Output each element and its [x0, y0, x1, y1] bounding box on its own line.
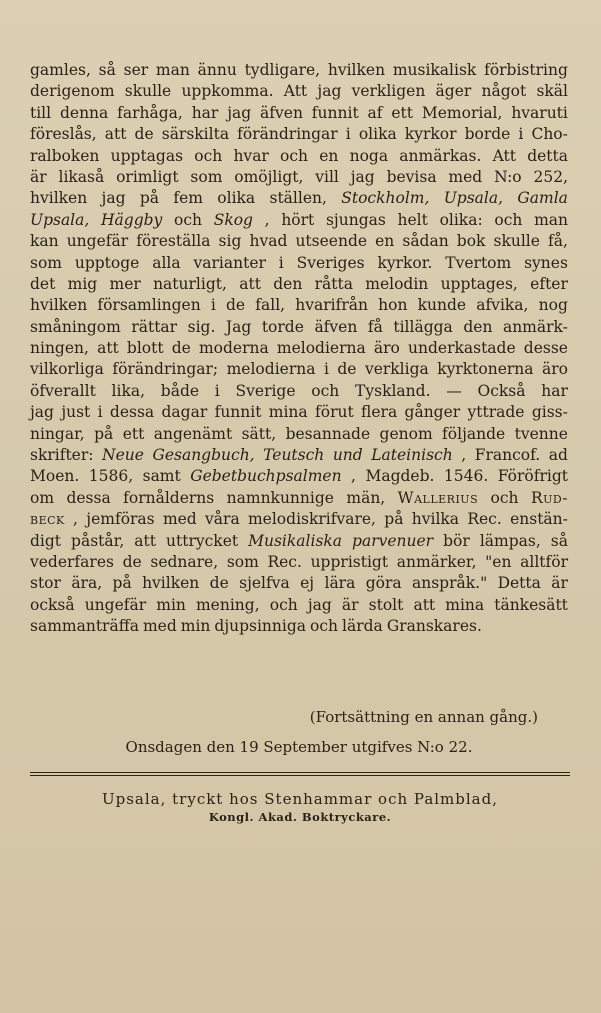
word: sig.: [187, 317, 216, 336]
word: förbistring: [484, 61, 568, 79]
word: småningom: [30, 317, 121, 336]
word: mina: [445, 595, 485, 614]
word: så: [550, 531, 568, 550]
word: på: [112, 574, 132, 593]
word: förändringar: [237, 125, 338, 144]
word: min: [180, 617, 211, 636]
word: föreslås,: [30, 125, 97, 144]
word: mina: [268, 403, 308, 422]
word: uppristigt: [310, 552, 389, 571]
word: med: [142, 617, 177, 636]
word: gånger: [404, 403, 461, 422]
word: detta: [527, 146, 568, 165]
text-line: [30, 231, 568, 252]
word: en: [319, 146, 339, 165]
word: som: [226, 552, 259, 571]
word: naturligt,: [153, 274, 227, 293]
text-line: [30, 445, 568, 466]
word: funnit: [311, 103, 359, 122]
text-line: [30, 424, 568, 445]
text-line: [30, 274, 568, 295]
word: ,: [461, 446, 467, 465]
word: noga: [349, 146, 389, 165]
word: 1546.: [443, 467, 489, 486]
word: giss-: [531, 403, 568, 422]
word: Detta: [497, 574, 541, 593]
word: ett: [122, 424, 145, 443]
word: påstår,: [71, 531, 125, 550]
word: samt: [142, 467, 181, 486]
word: Musikaliska: [248, 531, 343, 550]
word: bevisa: [386, 167, 437, 186]
word: Gesangbuch,: [152, 446, 255, 465]
word: det: [30, 274, 56, 293]
word: orimligt: [116, 167, 179, 186]
text-line: [30, 167, 568, 188]
word: Sveriges: [296, 253, 365, 272]
word: sätt,: [241, 424, 277, 443]
next-issue-notice: Onsdagen den 19 September utgifves N:o 22.: [125, 738, 473, 756]
word: utseende: [295, 232, 368, 251]
word: i: [518, 125, 524, 144]
word: särskilta: [161, 125, 230, 144]
word: med: [162, 510, 197, 529]
word: har: [191, 103, 219, 122]
word: Francof.: [474, 446, 541, 465]
word: så: [98, 61, 116, 79]
word: att: [104, 125, 127, 144]
word: uppkomma.: [181, 82, 274, 101]
word: mening,: [195, 595, 260, 614]
word: olika:: [439, 210, 483, 229]
word: Gamla: [517, 189, 568, 208]
word: Att: [492, 146, 516, 165]
text-line: [30, 253, 568, 274]
word: något: [481, 82, 527, 101]
word: nog: [538, 296, 568, 315]
text-line: [30, 210, 568, 231]
word: jag: [307, 595, 332, 614]
word: följande: [442, 424, 506, 443]
word: Lateinisch: [371, 446, 453, 465]
word: moderna: [198, 339, 269, 358]
word: äro: [373, 339, 400, 358]
word: tvenne: [514, 424, 568, 443]
word: Rud-: [530, 488, 568, 507]
word: upptages,: [440, 274, 518, 293]
word: sjelfva: [239, 574, 290, 593]
word: Cho-: [531, 125, 568, 144]
word: af: [367, 103, 383, 122]
word: Sverige: [235, 381, 296, 400]
word: stolt: [368, 595, 404, 614]
word: vill: [315, 167, 339, 186]
word: tänkesätt: [494, 595, 568, 614]
word: hvilken: [30, 189, 88, 208]
word: just: [61, 403, 91, 422]
word: hvar: [233, 146, 269, 165]
word: beck: [30, 510, 65, 529]
word: Rec.: [267, 552, 302, 571]
text-line: [30, 616, 568, 637]
word: derigenom: [30, 82, 115, 101]
word: och: [311, 381, 340, 400]
word: uttrycket: [166, 531, 239, 550]
word: kan: [30, 232, 59, 251]
word: de: [226, 296, 246, 315]
word: hvilken: [327, 61, 386, 79]
word: Upsala,: [30, 210, 90, 229]
word: göra: [365, 574, 402, 593]
word: en: [375, 232, 395, 251]
word: tydligare,: [244, 61, 321, 79]
word: om: [30, 488, 55, 507]
word: de: [122, 552, 142, 571]
word: mer: [109, 274, 141, 293]
word: hört: [281, 210, 315, 229]
word: få: [367, 317, 383, 336]
word: i: [278, 253, 284, 272]
text-line: [30, 338, 568, 359]
word: sig: [218, 232, 242, 251]
word: och: [494, 210, 523, 229]
word: de: [337, 360, 357, 379]
word: ,: [351, 467, 356, 486]
word: vederfares: [30, 552, 114, 571]
word: melodin: [365, 274, 429, 293]
word: varianter: [193, 253, 266, 272]
text-line: [30, 188, 568, 209]
text-line: [30, 381, 568, 402]
word: förut: [315, 403, 354, 422]
word: genom: [379, 424, 433, 443]
word: anspråk.": [412, 574, 488, 593]
word: i: [214, 381, 220, 400]
word: anmärker,: [396, 552, 477, 571]
word: fornålderns: [123, 488, 215, 507]
word: omöjligt,: [234, 167, 304, 186]
word: Gebetbuchpsalmen: [190, 467, 342, 486]
word: Tvertom: [445, 253, 512, 272]
word: skulle: [124, 82, 172, 101]
word: synes: [524, 253, 568, 272]
continuation-note: (Fortsättning en annan gång.): [309, 708, 538, 726]
word: skrifter:: [30, 446, 94, 465]
word: musikalisk: [392, 61, 477, 79]
word: dagar: [161, 403, 208, 422]
word: efter: [530, 274, 568, 293]
text-line: [30, 402, 568, 423]
word: den: [273, 274, 303, 293]
word: namnkunnige: [226, 488, 334, 507]
word: ningar,: [30, 424, 85, 443]
word: Tyskland.: [355, 381, 431, 400]
word: att: [239, 274, 261, 293]
word: alltför: [520, 552, 568, 571]
word: 252,: [533, 167, 568, 186]
word: också: [30, 595, 75, 614]
word: min: [156, 595, 186, 614]
word: jag: [30, 403, 54, 422]
word: äro: [542, 360, 568, 379]
word: kyrkor: [404, 125, 457, 144]
word: få,: [548, 232, 568, 251]
word: borde: [464, 125, 511, 144]
word: farhåga,: [117, 103, 183, 122]
word: har: [541, 381, 568, 400]
word: ungefär: [84, 595, 147, 614]
word: helt: [397, 210, 428, 229]
word: dessa: [66, 488, 111, 507]
word: flera: [361, 403, 398, 422]
word: skulle: [493, 232, 540, 251]
word: sammanträffa: [30, 617, 139, 636]
word: blott: [126, 339, 164, 358]
word: och: [174, 210, 202, 229]
word: som: [190, 167, 223, 186]
word: är: [341, 595, 359, 614]
word: Upsala,: [443, 189, 504, 208]
word: ningen,: [30, 339, 89, 358]
word: digt: [30, 531, 62, 550]
word: på: [384, 510, 404, 529]
word: olika: [358, 125, 397, 144]
word: ad: [548, 446, 568, 465]
text-line: [30, 595, 568, 616]
word: jag: [101, 189, 126, 208]
word: Skog: [213, 210, 253, 229]
word: och: [269, 595, 298, 614]
word: —: [446, 381, 462, 400]
word: "en: [485, 552, 512, 571]
word: i: [97, 403, 103, 422]
word: lärda: [342, 617, 383, 636]
word: ,: [73, 510, 78, 529]
word: kunde: [417, 296, 467, 315]
word: förändringar;: [112, 360, 219, 379]
text-line: [30, 60, 568, 81]
word: funnit: [214, 403, 262, 422]
word: äfven: [314, 317, 358, 336]
word: upptoge: [74, 253, 140, 272]
body-text: [30, 60, 568, 638]
word: de: [134, 125, 154, 144]
word: likaså: [58, 167, 105, 186]
word: och: [490, 488, 519, 507]
text-line: [30, 295, 568, 316]
word: den: [463, 317, 493, 336]
word: att: [134, 531, 156, 550]
word: djupsinniga: [214, 617, 307, 636]
word: angenämt: [153, 424, 233, 443]
text-line: [30, 81, 568, 102]
text-line: [30, 488, 568, 509]
word: anmärkas.: [399, 146, 482, 165]
word: hvaruti: [511, 103, 568, 122]
word: hvarifrån: [295, 296, 368, 315]
word: afvika,: [476, 296, 529, 315]
word: Wallerius: [397, 488, 479, 507]
word: besannade: [285, 424, 371, 443]
word: man: [155, 61, 190, 79]
word: lämpas,: [479, 531, 541, 550]
word: på: [139, 189, 160, 208]
imprint-line: Upsala, tryckt hos Stenhammar och Palmblad,: [101, 790, 498, 808]
word: jemföras: [86, 510, 155, 529]
word: ställen,: [269, 189, 327, 208]
word: Neue: [102, 446, 144, 465]
word: att: [97, 339, 119, 358]
word: till: [30, 103, 52, 122]
word: skäl: [536, 82, 568, 101]
word: underkastade: [408, 339, 516, 358]
word: sjungas: [325, 210, 386, 229]
text-line: [30, 124, 568, 145]
text-line: [30, 146, 568, 167]
word: som: [30, 253, 62, 272]
word: är: [551, 574, 568, 593]
word: hvad: [249, 232, 288, 251]
word: att: [413, 595, 436, 614]
word: dessa: [109, 403, 155, 422]
word: parvenuer: [352, 531, 434, 550]
word: ungefär: [66, 232, 129, 251]
text-line: [30, 103, 568, 124]
word: bok: [456, 232, 486, 251]
word: föreställa: [136, 232, 211, 251]
word: anmärk-: [502, 317, 568, 336]
word: melodiskrifvare,: [247, 510, 376, 529]
word: kyrktonerna: [437, 360, 534, 379]
word: jag: [350, 167, 375, 186]
imprint-subline: Kongl. Akad. Boktryckare.: [208, 810, 392, 824]
word: Stockholm,: [341, 189, 430, 208]
word: jag: [227, 103, 252, 122]
word: och: [280, 146, 309, 165]
text-line: [30, 573, 568, 594]
word: enstän-: [510, 510, 568, 529]
word: och: [310, 617, 339, 636]
word: tillägga: [393, 317, 453, 336]
word: torde: [261, 317, 304, 336]
word: de: [171, 339, 191, 358]
word: verkligen: [351, 82, 426, 101]
word: mig: [67, 274, 98, 293]
word: Granskares.: [386, 617, 482, 636]
word: de: [209, 574, 229, 593]
word: ännu: [197, 61, 237, 79]
word: melodierna: [276, 339, 366, 358]
word: hvilken: [30, 296, 88, 315]
word: Memorial,: [421, 103, 503, 122]
word: både: [160, 381, 200, 400]
word: öfverallt: [30, 381, 96, 400]
word: kyrkor.: [377, 253, 433, 272]
word: rättar: [131, 317, 178, 336]
word: råtta: [314, 274, 353, 293]
word: desse: [523, 339, 568, 358]
word: hon: [378, 296, 408, 315]
word: N:o: [494, 167, 522, 186]
word: Häggby: [101, 210, 163, 229]
word: Magdeb.: [365, 467, 435, 486]
word: melodierna: [226, 360, 316, 379]
text-line: [30, 552, 568, 573]
word: verkliga: [364, 360, 429, 379]
word: är: [30, 167, 47, 186]
word: gamles,: [30, 61, 91, 79]
word: ej: [300, 574, 315, 593]
word: man: [534, 210, 568, 229]
word: Moen.: [30, 467, 80, 486]
word: sådan: [402, 232, 449, 251]
word: alla: [152, 253, 181, 272]
word: och: [194, 146, 223, 165]
word: hvilken: [142, 574, 200, 593]
word: Att: [283, 82, 308, 101]
word: Föröfrigt: [497, 467, 568, 486]
word: Rec.: [467, 510, 502, 529]
word: på: [94, 424, 114, 443]
word: upptagas: [110, 146, 184, 165]
word: Också: [477, 381, 526, 400]
word: äger: [435, 82, 472, 101]
word: denna: [59, 103, 109, 122]
word: bör: [443, 531, 470, 550]
text-line: [30, 359, 568, 380]
word: yttrade: [467, 403, 525, 422]
word: församlingen: [97, 296, 201, 315]
word: i: [210, 296, 216, 315]
word: Teutsch: [263, 446, 325, 465]
word: våra: [205, 510, 240, 529]
word: sednare,: [150, 552, 219, 571]
word: 1586,: [88, 467, 134, 486]
word: jag: [317, 82, 342, 101]
word: äfven: [260, 103, 303, 122]
text-line: [30, 466, 568, 487]
word: i: [323, 360, 329, 379]
word: lika,: [111, 381, 146, 400]
text-line: [30, 317, 568, 338]
word: Jag: [225, 317, 252, 336]
word: i: [345, 125, 351, 144]
word: ett: [391, 103, 414, 122]
word: fall,: [255, 296, 286, 315]
text-line: [30, 509, 568, 530]
word: fem: [173, 189, 203, 208]
word: ser: [123, 61, 149, 79]
word: lära: [324, 574, 356, 593]
word: olika: [217, 189, 256, 208]
word: ,: [264, 210, 270, 229]
word: med: [448, 167, 483, 186]
word: män,: [346, 488, 386, 507]
word: ära,: [71, 574, 103, 593]
divider-rule: [30, 772, 570, 776]
word: hvilka: [411, 510, 460, 529]
word: stor: [30, 574, 61, 593]
word: ralboken: [30, 146, 100, 165]
word: vilkorliga: [30, 360, 104, 379]
word: und: [332, 446, 363, 465]
text-line: [30, 531, 568, 552]
